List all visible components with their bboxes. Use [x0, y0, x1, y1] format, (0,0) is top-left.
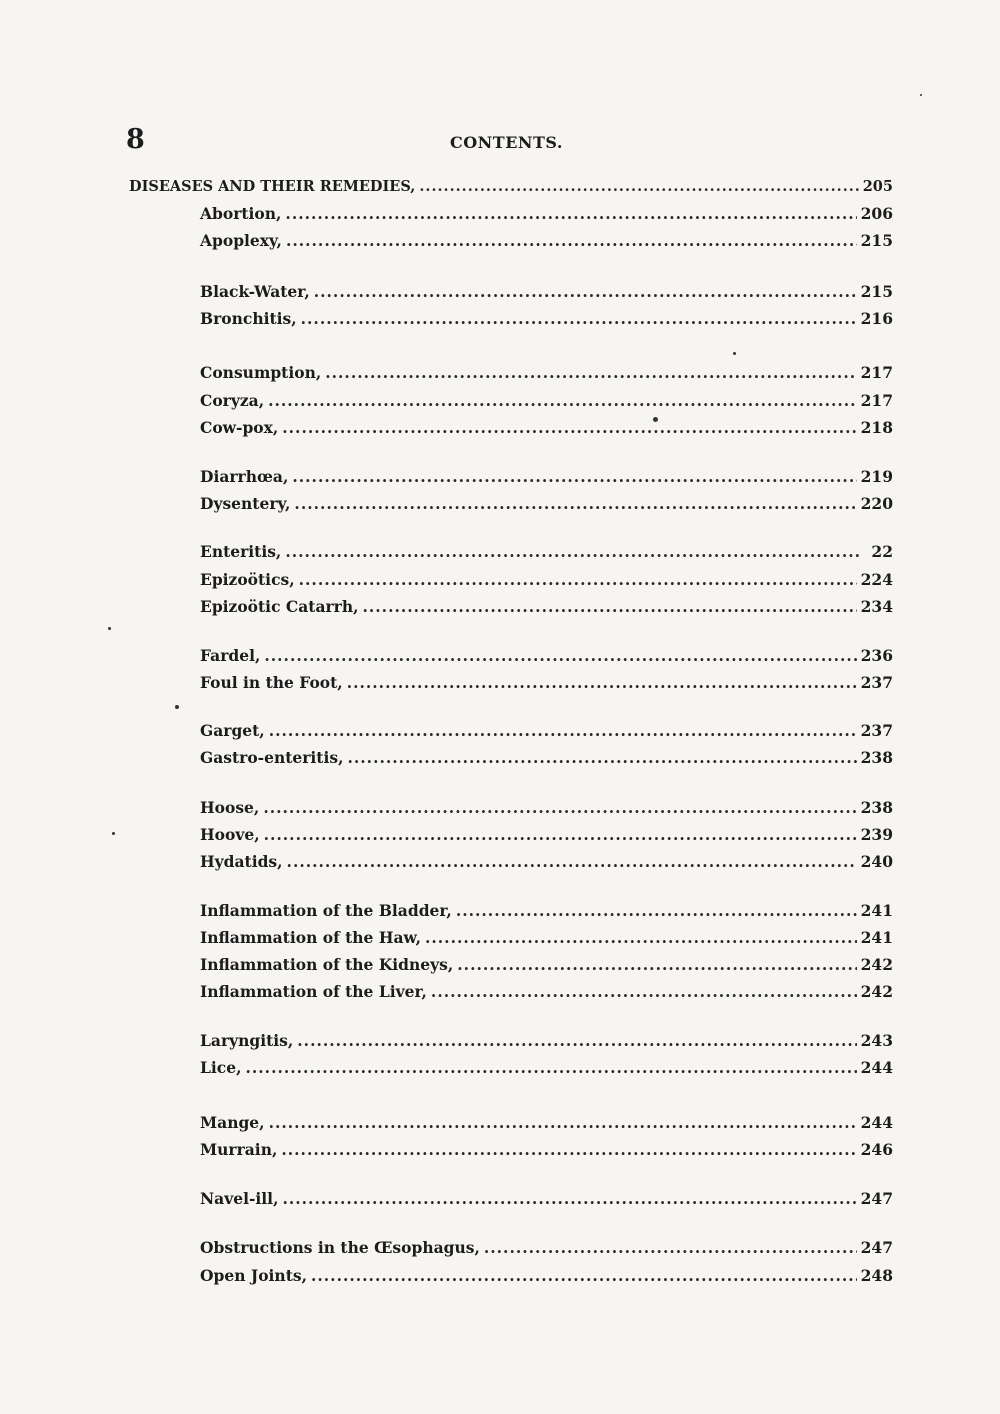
toc-entry	[200, 982, 893, 1002]
dot-leader	[264, 646, 856, 666]
dot-leader	[294, 494, 856, 514]
dot-leader	[301, 309, 857, 329]
page-title: CONTENTS.	[450, 133, 563, 152]
toc-entry-page: 241	[860, 928, 893, 947]
toc-entry-page: 220	[860, 494, 893, 513]
toc-entry	[200, 748, 893, 768]
toc-entry	[200, 955, 893, 975]
toc-entry-title: Inflammation of the Haw,	[200, 928, 421, 947]
toc-entry-page: 224	[860, 570, 893, 589]
toc-entry	[200, 1238, 893, 1258]
toc-entry	[200, 1189, 893, 1209]
toc-entry	[200, 852, 893, 872]
toc-entry	[200, 1140, 893, 1160]
toc-entry-title: Hoove,	[200, 825, 260, 844]
toc-entry	[200, 597, 893, 617]
toc-entry-title: Apoplexy,	[200, 231, 282, 250]
toc-entry-title: Inflammation of the Bladder,	[200, 901, 452, 920]
toc-entry-title: Cow-pox,	[200, 418, 279, 437]
dot-leader	[457, 955, 856, 975]
dot-leader	[314, 282, 857, 302]
toc-entry-title: Fardel,	[200, 646, 261, 665]
dot-leader	[425, 928, 857, 948]
dot-leader	[292, 467, 856, 487]
toc-entry	[200, 1058, 893, 1078]
dot-leader	[281, 1140, 856, 1160]
toc-entry	[200, 1266, 893, 1286]
scan-speck	[175, 705, 179, 709]
scan-speck	[920, 94, 922, 96]
dot-leader	[347, 673, 857, 693]
toc-entry-page: 219	[860, 467, 893, 486]
toc-entry	[200, 391, 893, 411]
toc-entry-page: 206	[860, 204, 893, 223]
toc-entry-title: Black-Water,	[200, 282, 310, 301]
dot-leader	[297, 1031, 856, 1051]
dot-leader	[269, 1113, 857, 1133]
toc-entry-title: Hoose,	[200, 798, 260, 817]
toc-entry-title: Bronchitis,	[200, 309, 297, 328]
dot-leader	[484, 1238, 857, 1258]
toc-entry	[200, 467, 893, 487]
toc-entry-page: 244	[860, 1058, 893, 1077]
toc-entry-title: Diarrhœa,	[200, 467, 289, 486]
dot-leader	[285, 204, 856, 224]
toc-entry-page: 238	[860, 798, 893, 817]
toc-entry-title: Abortion,	[200, 204, 282, 223]
toc-section-title: DISEASES AND THEIR REMEDIES,	[129, 178, 416, 195]
toc-entry-page: 247	[860, 1238, 893, 1257]
toc-entry-title: Garget,	[200, 721, 265, 740]
dot-leader	[362, 597, 856, 617]
toc-entry-page: 238	[860, 748, 893, 767]
toc-entry	[200, 798, 893, 818]
toc-entry-title: Mange,	[200, 1113, 265, 1132]
toc-entry-page: 246	[860, 1140, 893, 1159]
toc-entry	[200, 1113, 893, 1133]
toc-entry	[200, 646, 893, 666]
toc-entry	[200, 825, 893, 845]
toc-entry	[200, 418, 893, 438]
toc-entry	[200, 204, 893, 224]
toc-entry-page: 215	[860, 231, 893, 250]
toc-entry-title: Foul in the Foot,	[200, 673, 343, 692]
dot-leader	[311, 1266, 857, 1286]
toc-entry-title: Hydatids,	[200, 852, 283, 871]
toc-entry-title: Consumption,	[200, 363, 322, 382]
toc-entry-page: 236	[860, 646, 893, 665]
toc-entry-page: 217	[860, 363, 893, 382]
dot-leader	[431, 982, 857, 1002]
toc-entry-page: 22	[871, 542, 893, 561]
toc-entry-page: 216	[860, 309, 893, 328]
toc-entry	[200, 570, 893, 590]
toc-entry-title: Enteritis,	[200, 542, 282, 561]
toc-entry-title: Lice,	[200, 1058, 242, 1077]
dot-leader	[285, 542, 861, 562]
toc-entry-page: 243	[860, 1031, 893, 1050]
dot-leader	[282, 1189, 856, 1209]
dot-leader	[347, 748, 856, 768]
toc-entry-title: Epizoötic Catarrh,	[200, 597, 359, 616]
scan-speck	[653, 417, 658, 422]
toc-entry-page: 217	[860, 391, 893, 410]
toc-entry-title: Dysentery,	[200, 494, 291, 513]
toc-entry	[200, 673, 893, 693]
toc-section-page: 205	[862, 178, 893, 195]
toc-entry	[200, 231, 893, 251]
dot-leader	[263, 798, 856, 818]
toc-entry-page: 234	[860, 597, 893, 616]
toc-section-heading	[129, 177, 893, 197]
toc-entry-page: 244	[860, 1113, 893, 1132]
toc-entry-title: Laryngitis,	[200, 1031, 294, 1050]
toc-entry-page: 247	[860, 1189, 893, 1208]
toc-entry-title: Gastro-enteritis,	[200, 748, 344, 767]
dot-leader	[325, 363, 856, 383]
dot-leader	[299, 570, 857, 590]
toc-entry	[200, 363, 893, 383]
toc-entry	[200, 901, 893, 921]
toc-entry-page: 237	[860, 673, 893, 692]
page-number: 8	[126, 124, 145, 155]
toc-entry-page: 248	[860, 1266, 893, 1285]
toc-entry	[200, 721, 893, 741]
toc-entry	[200, 928, 893, 948]
dot-leader	[456, 901, 857, 921]
toc-entry-title: Epizoötics,	[200, 570, 295, 589]
toc-entry-title: Inflammation of the Kidneys,	[200, 955, 454, 974]
scan-speck	[733, 352, 736, 355]
dot-leader	[287, 852, 857, 872]
toc-entry-title: Open Joints,	[200, 1266, 307, 1285]
toc-entry	[200, 282, 893, 302]
toc-entry-page: 218	[860, 418, 893, 437]
dot-leader	[282, 418, 856, 438]
toc-entry-page: 241	[860, 901, 893, 920]
toc-entry-page: 242	[860, 955, 893, 974]
toc-entry-page: 240	[860, 852, 893, 871]
toc-entry-page: 215	[860, 282, 893, 301]
toc-entry-title: Inflammation of the Liver,	[200, 982, 427, 1001]
toc-entry-title: Navel-ill,	[200, 1189, 279, 1208]
toc-entry-title: Murrain,	[200, 1140, 278, 1159]
dot-leader	[419, 177, 858, 197]
toc-entry-page: 237	[860, 721, 893, 740]
dot-leader	[286, 231, 857, 251]
toc-entry-page: 242	[860, 982, 893, 1001]
toc-entry	[200, 1031, 893, 1051]
dot-leader	[268, 391, 857, 411]
toc-entry	[200, 542, 893, 562]
toc-entry-title: Obstructions in the Œsophagus,	[200, 1238, 480, 1257]
scan-speck	[112, 832, 115, 835]
toc-entry-page: 239	[860, 825, 893, 844]
toc-entry-title: Coryza,	[200, 391, 265, 410]
toc-entry	[200, 309, 893, 329]
dot-leader	[269, 721, 857, 741]
dot-leader	[245, 1058, 856, 1078]
toc-entry	[200, 494, 893, 514]
scan-speck	[108, 627, 111, 630]
dot-leader	[264, 825, 857, 845]
